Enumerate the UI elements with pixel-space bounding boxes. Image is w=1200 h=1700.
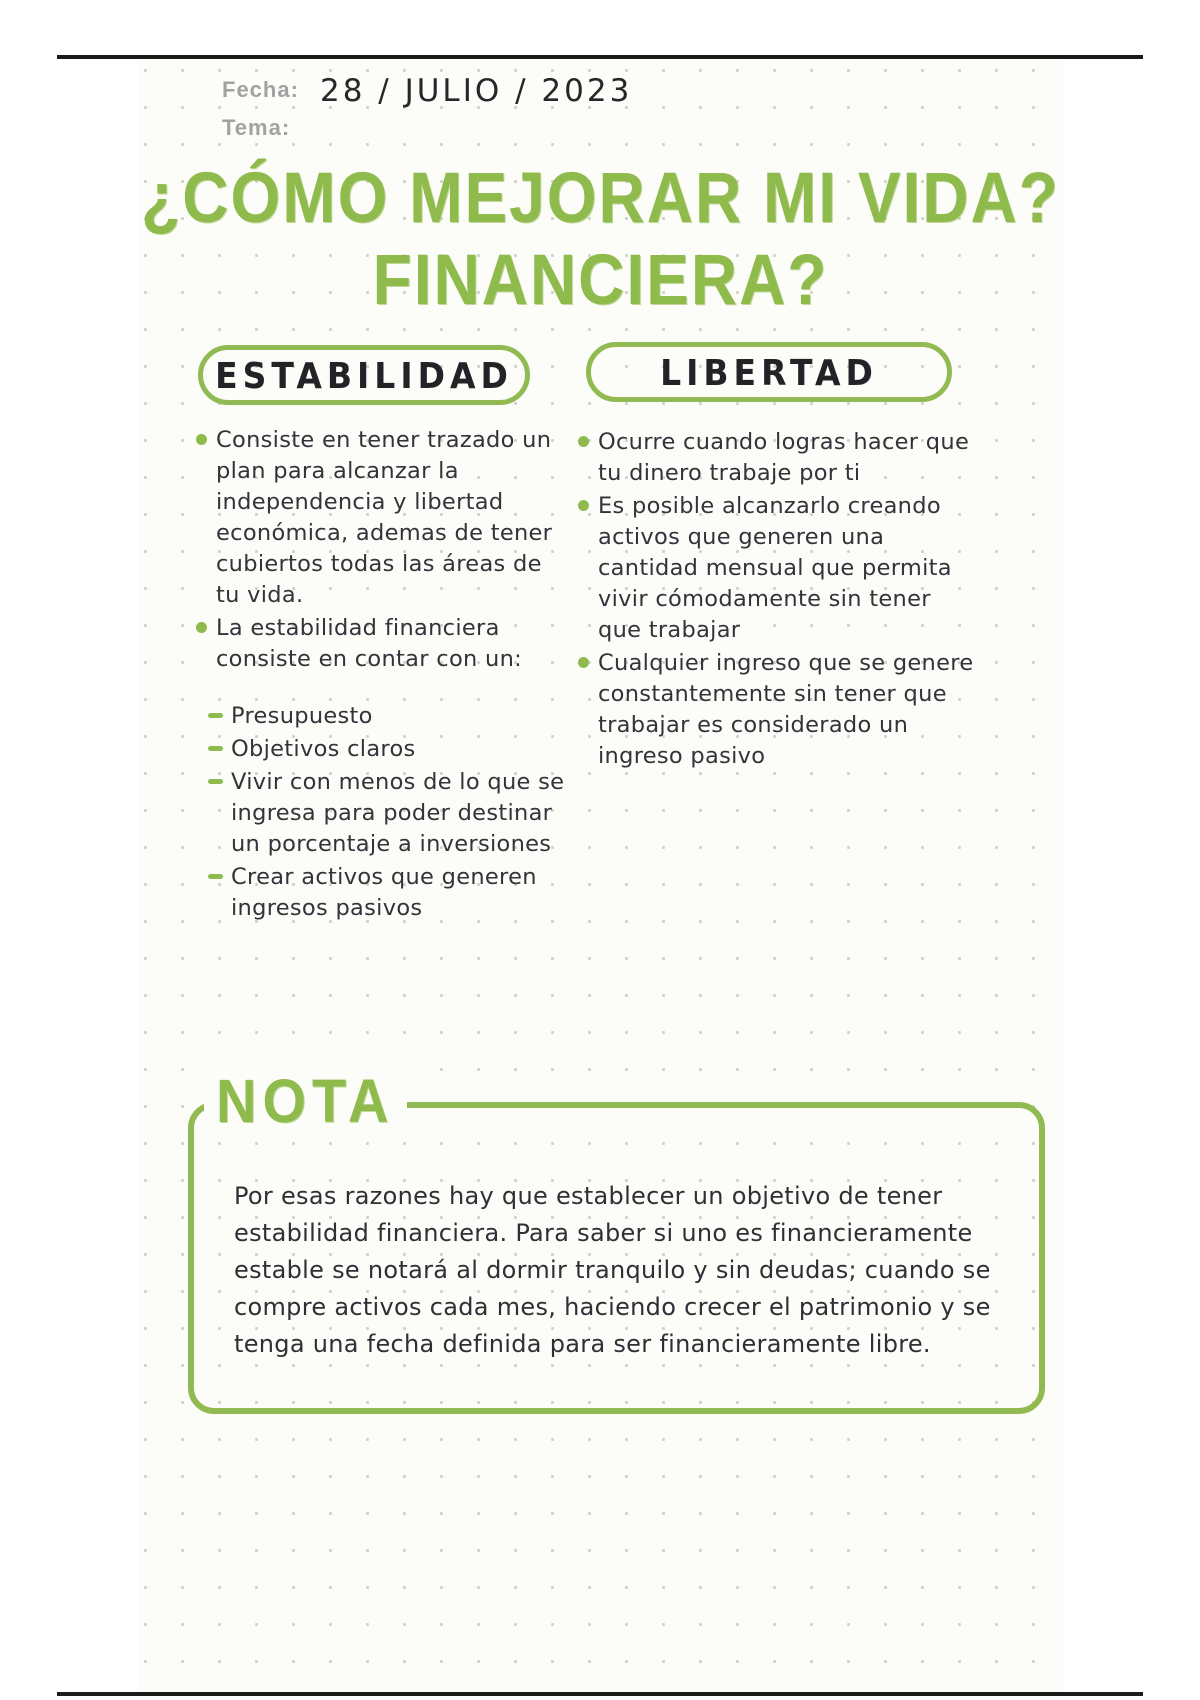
tema-label: Tema: [222,115,291,140]
dash-text: Presupuesto [231,703,373,729]
dash-text: Objetivos claros [231,736,416,762]
bullet-item [196,425,566,611]
bullet-item [578,491,974,646]
heading-box-libertad [586,342,952,402]
bullet-dot-icon [196,622,207,633]
dash-text: Vivir con menos de lo que se ingresa para poder destinar un porcentaje a inversiones [231,769,565,857]
dash-icon [208,779,223,784]
dash-sublist [208,701,566,924]
bullet-item [578,648,974,772]
heading-box-estabilidad [198,345,530,405]
dash-icon [208,874,223,879]
list-item [208,734,566,765]
page-title-line1: ¿CÓMO MEJORAR MI VIDA? [141,157,1060,238]
bullet-text: Cualquier ingreso que se genere constantemente sin tener que trabajar es considerado un ingreso pasivo [598,650,974,769]
bullet-dot-icon [578,657,589,668]
bullet-text: Ocurre cuando logras hacer que tu dinero trabaje por ti [598,429,970,486]
dash-icon [208,746,223,751]
nota-paragraph: Por esas razones hay que establecer un objetivo de tener estabilidad financiera. Para saber si uno es financieramente estable se notará al dormir tranquilo y sin deudas; cuando se compre activos cada mes, haciendo crecer el patrimonio y se tenga una fecha definida para ser financieramente libre. [234,1182,991,1358]
nota-heading: NOTA [204,1067,407,1135]
handwritten-date: 28 / JULIO / 2023 [320,73,633,109]
list-item [208,767,566,860]
dash-icon [208,713,223,718]
heading-label: LIBERTAD [660,350,878,394]
column-estabilidad [196,425,566,926]
dotted-notebook-paper [138,59,1063,1692]
heading-label: ESTABILIDAD [215,353,513,397]
bullet-dot-icon [578,436,589,447]
list-item [208,862,566,924]
bullet-item [578,427,974,489]
fecha-label: Fecha: [222,77,299,102]
dash-text: Crear activos que generen ingresos pasivos [231,864,537,921]
bullet-text: Es posible alcanzarlo creando activos que generen una cantidad mensual que permita vivir cómodamente sin tener que trabajar [598,493,952,643]
nota-box [188,1102,1045,1414]
bullet-dot-icon [196,434,207,445]
list-item [208,701,566,732]
bullet-item [196,613,566,675]
bullet-text: Consiste en tener trazado un plan para alcanzar la independencia y libertad económica, ademas de tener cubiertos todas las áreas de tu vida. [216,427,553,608]
column-libertad [578,427,974,774]
page-title-line2: FINANCIERA? [372,239,829,320]
bullet-text: La estabilidad financiera consiste en contar con un: [216,615,523,672]
bullet-dot-icon [578,500,589,511]
bottom-border-line [57,1692,1143,1696]
